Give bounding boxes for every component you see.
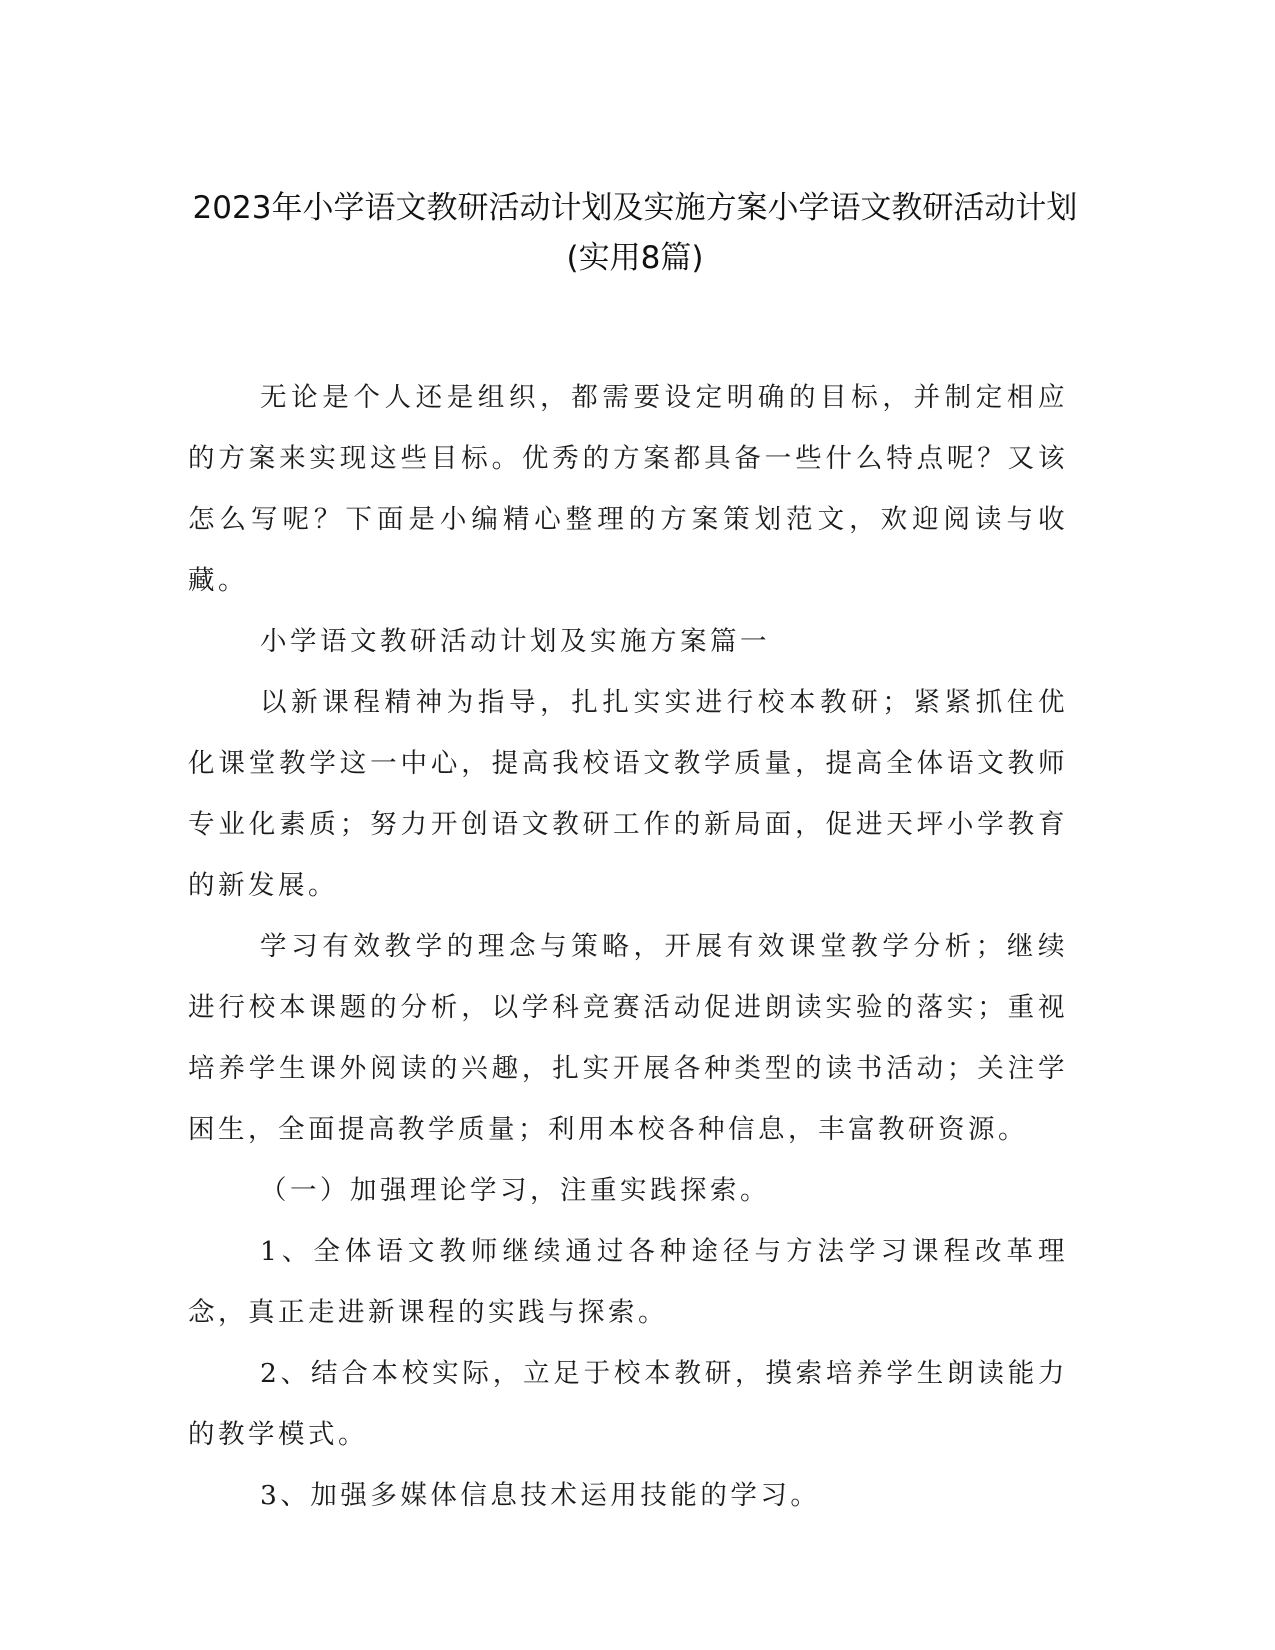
list-item-1: 1、全体语文教师继续通过各种途径与方法学习课程改革理念，真正走进新课程的实践与探索。 <box>188 1236 1068 1328</box>
list-item-2: 2、结合本校实际，立足于校本教研，摸索培养学生朗读能力的教学模式。 <box>188 1358 1068 1450</box>
main-tasks-paragraph: 学习有效教学的理念与策略，开展有效课堂教学分析；继续进行校本课题的分析，以学科竞赛活动促进朗读实验的落实；重视培养学生课外阅读的兴趣，扎实开展各种类型的读书活动；关注学困生，全面提高教学质量；利用本校各种信息，丰富教研资源。 <box>188 931 1068 1145</box>
guiding-principle-paragraph: 以新课程精神为指导，扎扎实实进行校本教研；紧紧抓住优化课堂教学这一中心，提高我校语文教学质量，提高全体语文教师专业化素质；努力开创语文教研工作的新局面，促进天坪小学教育的新发展。 <box>188 687 1068 901</box>
document-title: 2023年小学语文教研活动计划及实施方案小学语文教研活动计划(实用8篇) <box>192 190 1078 276</box>
subsection-heading: （一）加强理论学习，注重实践探索。 <box>260 1175 770 1206</box>
intro-paragraph: 无论是个人还是组织，都需要设定明确的目标，并制定相应的方案来实现这些目标。优秀的方案都具备一些什么特点呢？又该怎么写呢？下面是小编精心整理的方案策划范文，欢迎阅读与收藏。 <box>188 382 1068 596</box>
list-item-3: 3、加强多媒体信息技术运用技能的学习。 <box>260 1480 821 1511</box>
section-heading: 小学语文教研活动计划及实施方案篇一 <box>260 626 770 657</box>
document-body <box>188 367 1068 1526</box>
